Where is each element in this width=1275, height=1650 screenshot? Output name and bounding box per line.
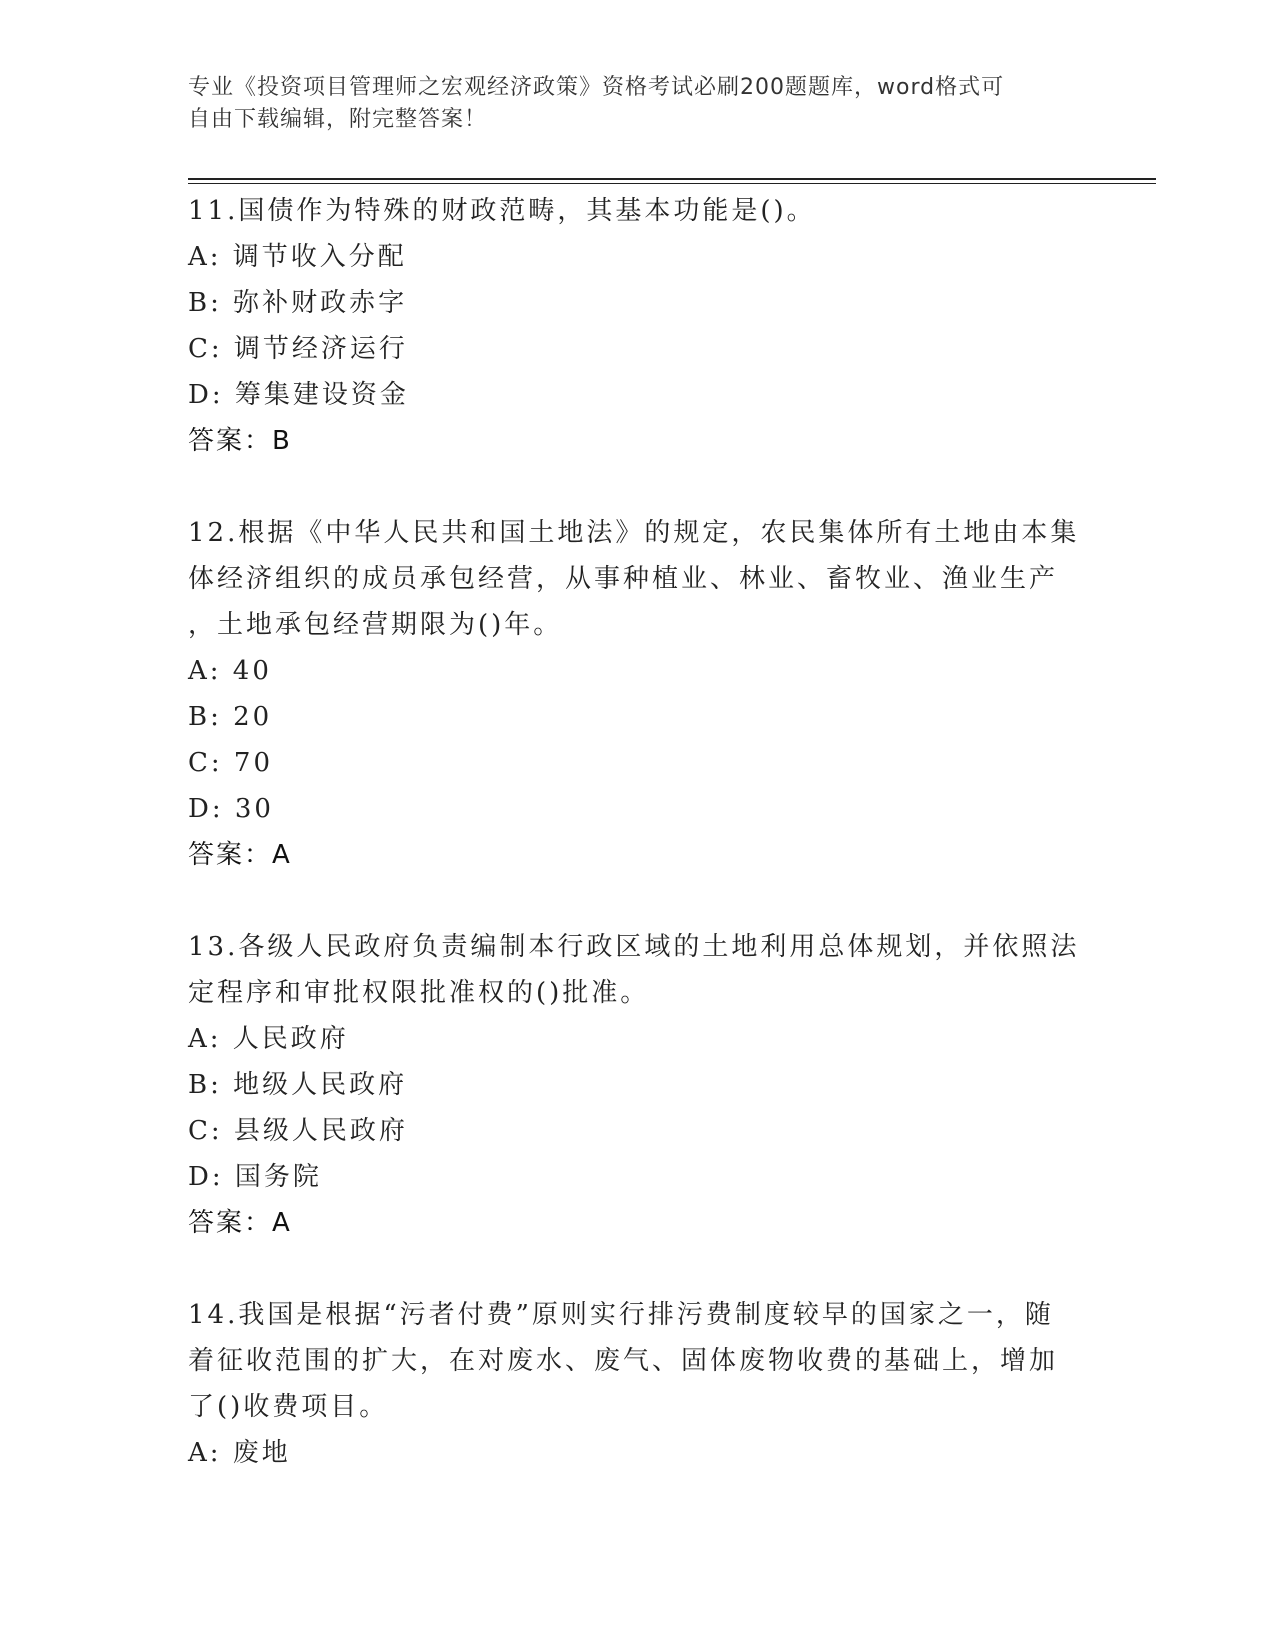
- question-text-line: 14.我国是根据“污者付费”原则实行排污费制度较早的国家之一，随: [188, 1300, 1054, 1330]
- question-text-line: 体经济组织的成员承包经营，从事种植业、林业、畜牧业、渔业生产: [188, 564, 1059, 594]
- option-c: C: 县级人民政府: [188, 1116, 408, 1146]
- option-c: C: 调节经济运行: [188, 334, 408, 364]
- question-text-line: 着征收范围的扩大，在对废水、废气、固体废物收费的基础上，增加: [188, 1346, 1059, 1376]
- option-a: A: 40: [188, 656, 272, 686]
- question-text-line: 定程序和审批权限批准权的()批准。: [188, 978, 650, 1008]
- question-13: [188, 924, 1088, 1246]
- question-text-line: 13.各级人民政府负责编制本行政区域的土地利用总体规划，并依照法: [188, 932, 1080, 962]
- header-line-1: 专业《投资项目管理师之宏观经济政策》资格考试必刷200题题库，word格式可: [188, 75, 1005, 100]
- option-a: A: 废地: [188, 1438, 291, 1468]
- option-d: D: 筹集建设资金: [188, 380, 409, 410]
- answer-label: 答案：A: [188, 1208, 292, 1238]
- question-text-line: ，土地承包经营期限为()年。: [188, 610, 563, 640]
- question-list: [188, 188, 1088, 1476]
- option-b: B: 20: [188, 702, 273, 732]
- question-11: [188, 188, 1088, 464]
- question-text: 11.国债作为特殊的财政范畴，其基本功能是()。: [188, 196, 816, 226]
- question-14: [188, 1292, 1088, 1476]
- question-text-line: 了()收费项目。: [188, 1392, 389, 1422]
- option-c: C: 70: [188, 748, 274, 778]
- option-d: D: 国务院: [188, 1162, 322, 1192]
- option-b: B: 地级人民政府: [188, 1070, 408, 1100]
- header-divider-thick: [188, 178, 1156, 180]
- question-12: [188, 510, 1088, 878]
- document-header: [188, 72, 1088, 136]
- option-a: A: 调节收入分配: [188, 242, 407, 272]
- header-divider-thin: [188, 183, 1156, 184]
- question-text-line: 12.根据《中华人民共和国土地法》的规定，农民集体所有土地由本集: [188, 518, 1080, 548]
- option-b: B: 弥补财政赤字: [188, 288, 408, 318]
- option-d: D: 30: [188, 794, 274, 824]
- answer-label: 答案：A: [188, 840, 292, 870]
- option-a: A: 人民政府: [188, 1024, 349, 1054]
- answer-label: 答案：B: [188, 426, 292, 456]
- header-line-2: 自由下载编辑，附完整答案！: [188, 107, 488, 132]
